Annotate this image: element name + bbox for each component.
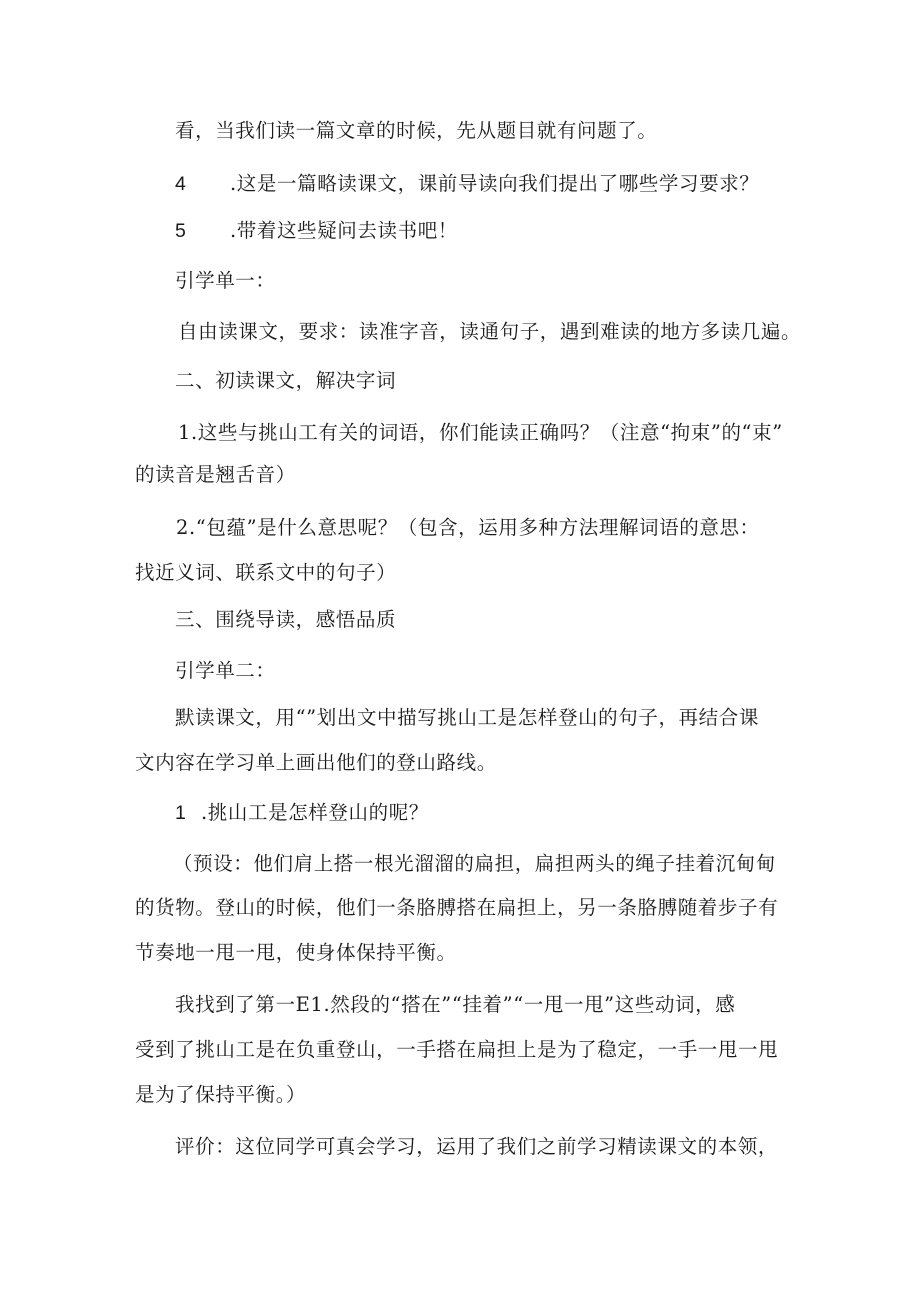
list-item-5 [175, 218, 458, 244]
text: 看，当我们读一篇文章的时候，先从题目就有问题了。 [175, 119, 658, 142]
text: （预设：他们肩上搭一根光溜溜的扁担，扁担两头的绳子挂着沉甸甸 [173, 852, 777, 875]
text: 1.这些与挑山工有关的词语，你们能读正确吗？（注意“拘束”的“束” [178, 421, 783, 444]
paragraph-line [175, 992, 735, 1018]
text: 文内容在学习单上画出他们的登山路线。 [135, 751, 497, 774]
paragraph-line [173, 851, 776, 877]
text: 的货物。登山的时候，他们一条胳膊搭在扁担上，另一条胳膊随着步子有 [135, 896, 779, 919]
section-label [175, 658, 276, 684]
text: 引学单一： [175, 269, 276, 292]
list-text: .挑山工是怎样登山的呢？ [201, 801, 429, 824]
list-number: 1 [175, 802, 187, 824]
paragraph-line [135, 895, 778, 921]
text: 评价：这位同学可真会学习，运用了我们之前学习精读课文的本领， [175, 1135, 779, 1158]
text: 2.“包蕴”是什么意思呢？（包含，运用多种方法理解词语的意思： [176, 516, 760, 539]
text: 默读课文，用“”划出文中描写挑山工是怎样登山的句子，再结合课 [175, 706, 759, 729]
list-text: .这是一篇略读课文，课前导读向我们提出了哪些学习要求？ [230, 172, 760, 195]
list-number: 5 [175, 220, 187, 242]
text: 引学单二： [175, 659, 276, 682]
list-number: 4 [175, 173, 187, 195]
paragraph-line [135, 560, 396, 586]
paragraph-line [175, 1134, 778, 1160]
section-heading [175, 607, 396, 633]
text: 节奏地一甩一甩，使身体保持平衡。 [135, 941, 457, 964]
text: 找近义词、联系文中的句子） [135, 561, 397, 584]
text: 的读音是翘舌音） [135, 463, 296, 486]
text: 受到了挑山工是在负重登山，一手搭在扁担上是为了稳定，一手一甩一甩 [135, 1038, 779, 1061]
paragraph-line [178, 319, 801, 345]
text: 自由读课文，要求：读准字音，读通句子，遇到难读的地方多读几遍。 [178, 320, 802, 343]
paragraph-line [135, 750, 497, 776]
paragraph-line [135, 1037, 778, 1063]
text: 是为了保持平衡。） [135, 1083, 307, 1106]
section-label [175, 268, 276, 294]
list-item-4 [175, 171, 759, 197]
paragraph-line [135, 1082, 306, 1108]
text: 我找到了第一E1.然段的“搭在”“挂着”“一甩一甩”这些动词，感 [175, 993, 736, 1016]
paragraph-line [176, 515, 760, 541]
paragraph-line [135, 462, 296, 488]
paragraph-line [175, 705, 759, 731]
paragraph-line [175, 118, 657, 144]
text: 三、围绕导读，感悟品质 [175, 608, 397, 631]
text: 二、初读课文，解决字词 [175, 369, 397, 392]
list-text: .带着这些疑问去读书吧！ [230, 219, 458, 242]
paragraph-line [135, 940, 457, 966]
paragraph-line [178, 420, 783, 446]
list-item-1 [175, 800, 429, 826]
section-heading [175, 368, 396, 394]
